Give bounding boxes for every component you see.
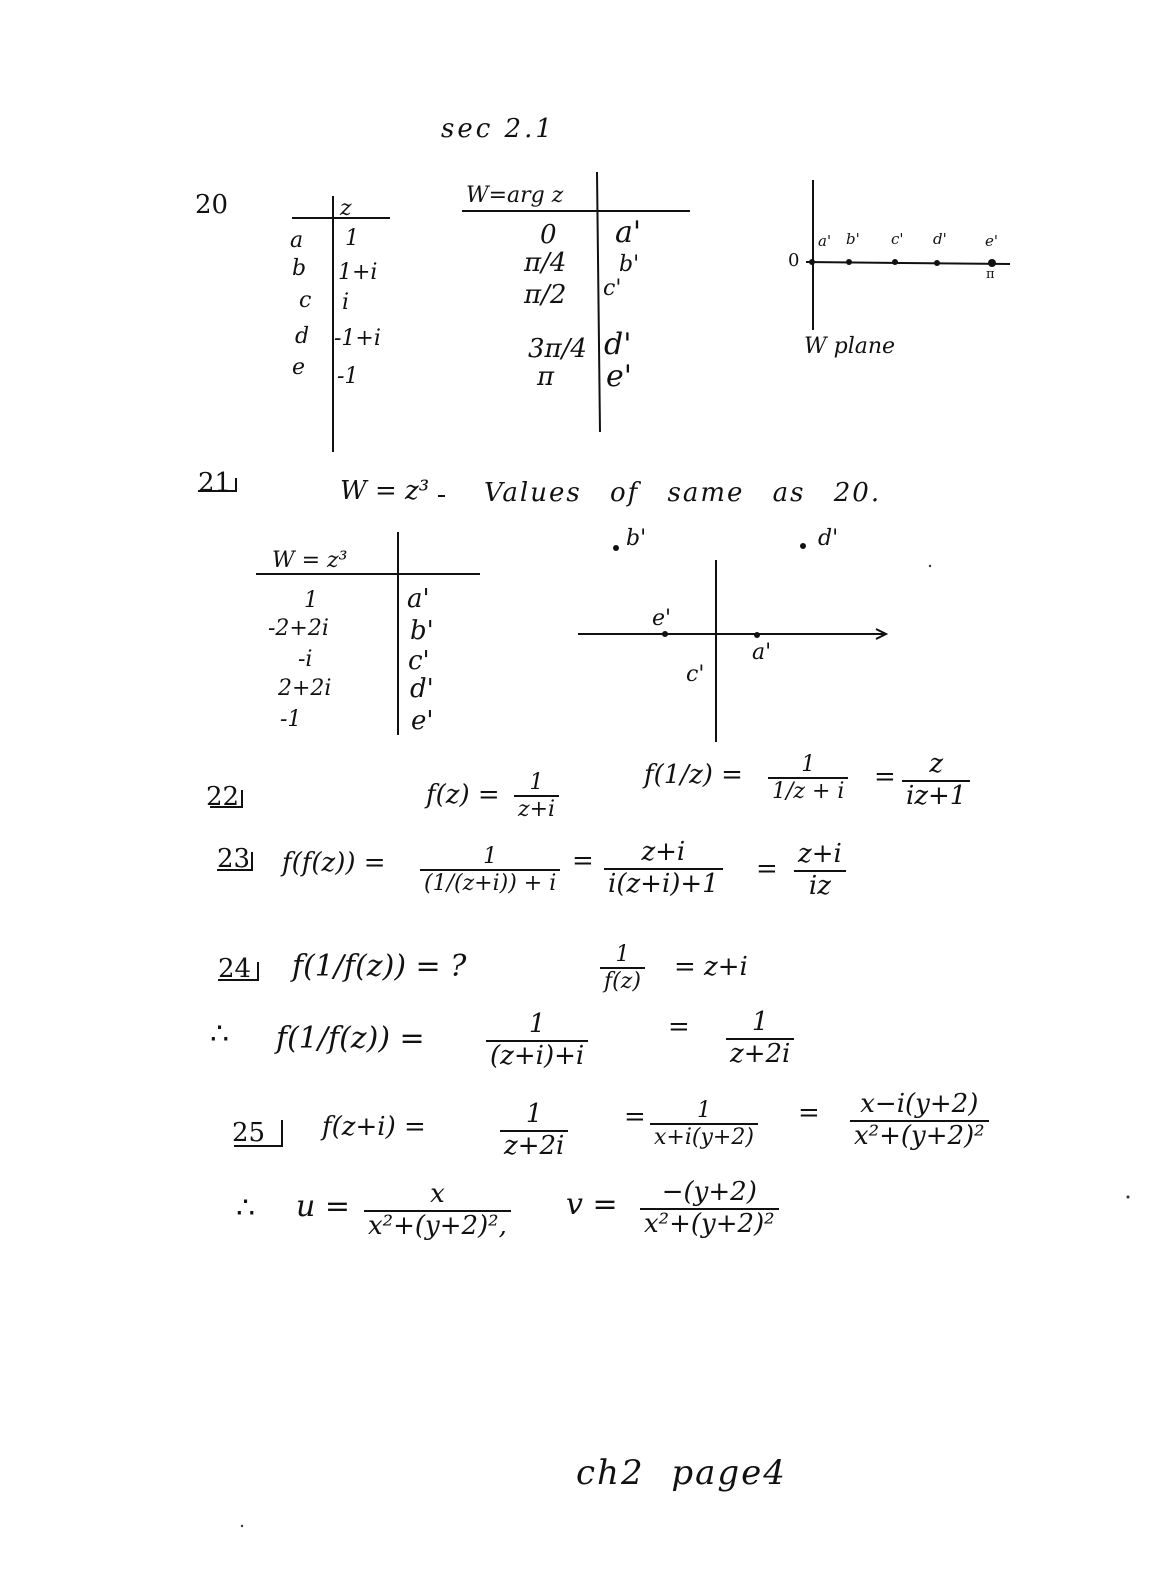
table1-row-label: e — [292, 355, 306, 380]
w-plane-point-label: e' — [985, 232, 999, 250]
table2-cell: 3π/4 — [528, 334, 587, 364]
table2-label: c' — [603, 276, 622, 301]
point-c-prime — [892, 259, 898, 265]
problem-22-lhs: f(z) = — [426, 780, 500, 810]
table2-label: a' — [615, 215, 642, 250]
table3-cell: -1 — [280, 707, 302, 732]
fraction: $\frac{1}{z+2i}$ — [726, 1008, 794, 1070]
fraction: $\frac{1}{1/z + i}$ — [768, 752, 848, 805]
table2-header: W=arg z — [466, 183, 564, 208]
table3-cell: -i — [298, 647, 313, 672]
equals: = — [668, 1012, 690, 1042]
table1-row-label: b — [292, 256, 307, 281]
problem-25-label: 25 — [232, 1118, 266, 1148]
point21-e-prime — [662, 631, 668, 637]
point21-d-prime — [800, 543, 806, 549]
table1-header: z — [340, 196, 352, 221]
page-footer: ch2 page4 — [576, 1453, 787, 1493]
u-lhs: u = — [296, 1189, 350, 1224]
table3-cell: -2+2i — [268, 616, 329, 641]
equals: = — [572, 846, 594, 876]
fraction: $\frac{1}{z+2i}$ — [500, 1100, 568, 1162]
problem-21-statement: W = z³ — [340, 476, 430, 506]
table2-label: b' — [619, 252, 640, 277]
w-plane-caption: W plane — [804, 334, 896, 359]
point-b-prime — [846, 259, 852, 265]
w-plane-point-label: b' — [846, 230, 860, 248]
therefore-symbol: ∴ — [210, 1017, 230, 1052]
table2-cell: π/4 — [524, 248, 567, 278]
fraction: $\frac{z+i}{i(z+i)+1}$ — [604, 838, 723, 900]
table1-cell: i — [342, 290, 350, 315]
problem-24-question: f(1/f(z)) = ? — [292, 949, 467, 984]
equals: = — [874, 762, 896, 792]
table3-header: W = z³ — [272, 548, 348, 573]
problem-22-lhs2: f(1/z) = — [644, 760, 743, 790]
table3-label: e' — [411, 706, 434, 736]
fraction: $\frac{x-i(y+2)}{\text{x²+(y+2)²}}$ — [850, 1090, 989, 1152]
fraction: $\frac{1}{x+i(y+2)}$ — [650, 1098, 758, 1151]
table3-label: c' — [408, 646, 430, 676]
therefore-symbol: ∴ — [236, 1191, 256, 1226]
table1-cell: 1+i — [338, 260, 378, 285]
plot21-point-label: a' — [752, 640, 772, 665]
plot21-point-label: d' — [818, 526, 839, 551]
fraction: $\frac{-(y+2)}{\text{x²+(y+2)²}}$ — [640, 1178, 779, 1240]
point-a-prime — [809, 259, 815, 265]
problem-25-lhs: f(z+i) = — [322, 1112, 426, 1142]
w-plane-point-label: c' — [891, 230, 904, 248]
problem-22-label: 22 — [206, 782, 240, 812]
w-plane-point-label: a' — [818, 232, 832, 250]
plot21-point-label: c' — [686, 662, 705, 687]
problem-23-lhs: f(f(z)) = — [282, 848, 386, 878]
section-title: sec 2.1 — [441, 114, 555, 144]
problem-24-hint-rhs: = z+i — [674, 952, 748, 982]
table1-row-label: c — [299, 288, 312, 313]
table3-label: d' — [410, 674, 434, 704]
fraction: $\frac{1}{z+i}$ — [514, 770, 559, 823]
table3-label: b' — [410, 616, 434, 646]
w-plane-origin-label: 0 — [788, 250, 800, 271]
fraction: $\frac{x}{\text{x²+(y+2)²,}}$ — [364, 1180, 511, 1242]
problem-23-label: 23 — [217, 844, 251, 874]
w-plane-pi-label: π — [986, 267, 995, 282]
table2-cell: π/2 — [524, 280, 567, 310]
equals: = — [756, 854, 778, 884]
problem-24-lhs: f(1/f(z)) = — [276, 1021, 425, 1056]
table3-cell: 2+2i — [278, 676, 332, 701]
point-d-prime — [934, 260, 940, 266]
table1-cell: -1+i — [334, 326, 381, 351]
point21-b-prime — [613, 545, 619, 551]
table1-cell: 1 — [345, 226, 359, 251]
point-e-prime — [988, 259, 996, 267]
plot21-point-label: b' — [626, 526, 647, 551]
table2-cell: 0 — [540, 220, 557, 250]
table2-label: e' — [606, 359, 633, 394]
w-plane-point-label: d' — [933, 230, 947, 248]
problem-21-label: 21 — [198, 468, 232, 498]
equals: = — [624, 1102, 646, 1132]
table3-label: a' — [407, 584, 430, 614]
table2-label: d' — [604, 327, 632, 362]
point21-a-prime — [754, 632, 760, 638]
table1-row-label: a — [290, 228, 304, 253]
fraction: $\frac{1}{(z+i)+i}$ — [486, 1010, 588, 1072]
table1-cell: -1 — [337, 364, 359, 389]
table1-row-label: d — [295, 324, 310, 349]
fraction: $\frac{z+i}{iz}$ — [794, 840, 846, 902]
fraction: $\frac{z}{iz+1}$ — [902, 750, 970, 812]
table3-cell: 1 — [304, 588, 318, 613]
fraction: $\frac{1}{f(z)}$ — [600, 942, 645, 995]
v-lhs: v = — [566, 1187, 618, 1222]
table2-cell: π — [537, 362, 555, 392]
equals: = — [798, 1098, 820, 1128]
fraction: $\frac{1}{(1/(z+i)) + i}$ — [420, 844, 560, 897]
problem-24-label: 24 — [218, 954, 252, 984]
w-plane-horizontal-axis — [806, 262, 1010, 264]
problem-21-note: Values of same as 20. — [484, 478, 882, 508]
plot21-point-label: e' — [652, 606, 672, 631]
problem-20-label: 20 — [195, 190, 229, 220]
